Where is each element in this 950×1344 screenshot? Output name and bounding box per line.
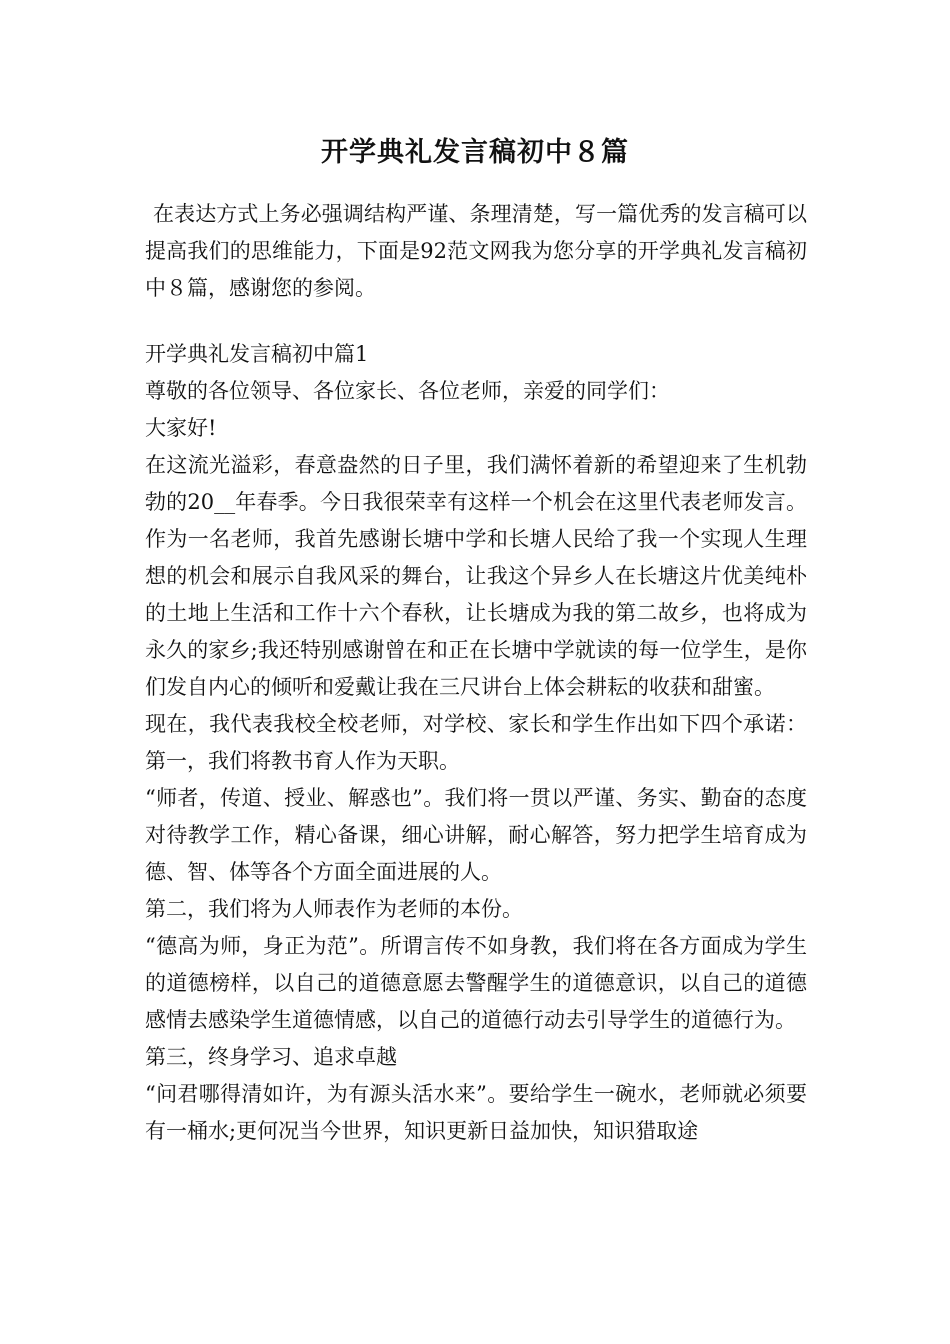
- greeting: 大家好!: [145, 416, 217, 440]
- salutation: 尊敬的各位领导、各位家长、各位老师，亲爱的同学们：: [145, 379, 670, 403]
- body-paragraph: 第二，我们将为人师表作为老师的本份。: [145, 897, 523, 921]
- section-heading: 开学典礼发言稿初中篇1: [145, 342, 369, 366]
- document-title: 开学典礼发言稿初中８篇: [321, 137, 629, 168]
- body-paragraph: “德高为师，身正为范”。所谓言传不如身教，我们将在各方面成为学生的道德榜样，以自己的道德意愿去警醒学生的道德意识，以自己的道德感情去感染学生道德情感，以自己的道德行动去引导学生的道德行为。: [145, 934, 807, 1032]
- body-paragraph: “师者，传道、授业、解惑也”。我们将一贯以严谨、务实、勤奋的态度对待教学工作，精心备课，细心讲解，耐心解答，努力把学生培育成为德、智、体等各个方面全面进展的人。: [145, 786, 807, 884]
- body-paragraph: 第三，终身学习、追求卓越: [145, 1045, 397, 1069]
- body-paragraph: 现在，我代表我校全校老师，对学校、家长和学生作出如下四个承诺： 第一，我们将教书育人作为天职。: [145, 712, 807, 773]
- intro-paragraph: 在表达方式上务必强调结构严谨、条理清楚，写一篇优秀的发言稿可以提高我们的思维能力，下面是92范文网我为您分享的开学典礼发言稿初中８篇，感谢您的参阅。: [145, 202, 807, 300]
- document-body: [145, 196, 807, 1150]
- body-paragraph: 在这流光溢彩，春意盎然的日子里，我们满怀着新的希望迎来了生机勃勃的20__年春季。今日我很荣幸有这样一个机会在这里代表老师发言。作为一名老师，我首先感谢长塘中学和长塘人民给了我一个实现人生理想的机会和展示自我风采的舞台，让我这个异乡人在长塘这片优美纯朴的土地上生活和工作十六个春秋，让长塘成为我的第二故乡，也将成为永久的家乡;我还特别感谢曾在和正在长塘中学就读的每一位学生，是你们发自内心的倾听和爱戴让我在三尺讲台上体会耕耘的收获和甜蜜。: [145, 453, 807, 699]
- body-paragraph: “问君哪得清如许，为有源头活水来”。要给学生一碗水，老师就必须要有一桶水;更何况当今世界，知识更新日益加快，知识猎取途: [145, 1082, 807, 1143]
